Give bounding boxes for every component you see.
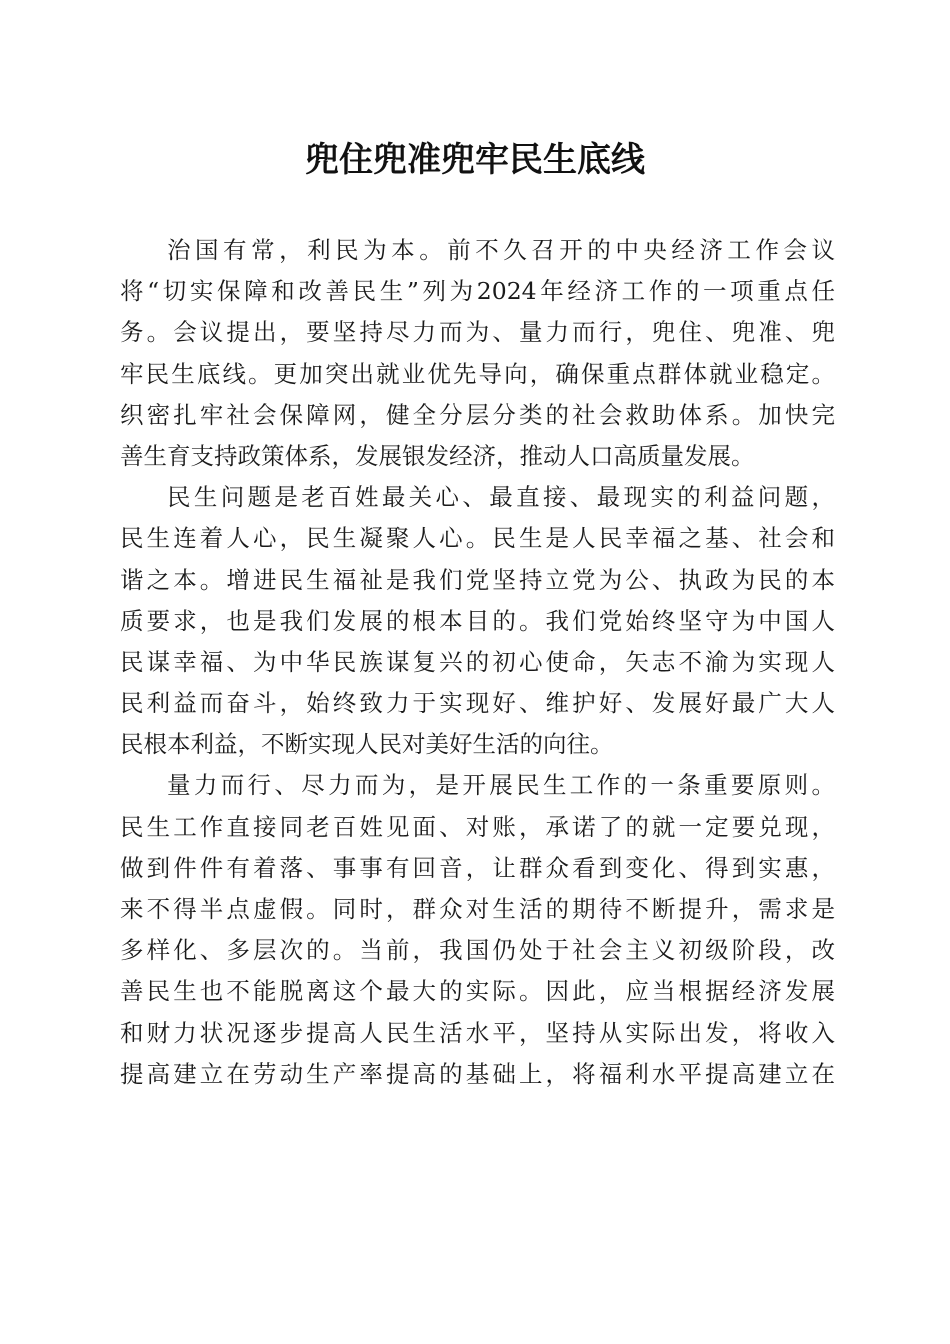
text-line: 量力而行、尽力而为，是开展民生工作的一条重要原则。 xyxy=(167,771,835,800)
text-line: 务。会议提出，要坚持尽力而为、量力而行，兜住、兜准、兜 xyxy=(120,318,835,347)
text-line: 做到件件有着落、事事有回音，让群众看到变化、得到实惠， xyxy=(120,853,835,882)
text-line: 质要求，也是我们发展的根本目的。我们党始终坚守为中国人 xyxy=(120,606,835,635)
document-body xyxy=(120,230,835,1095)
text-line: 和财力状况逐步提高人民生活水平，坚持从实际出发，将收入 xyxy=(120,1018,835,1047)
text-line: 提高建立在劳动生产率提高的基础上，将福利水平提高建立在 xyxy=(120,1059,835,1088)
text-line: 将“切实保障和改善民生”列为2024年经济工作的一项重点任 xyxy=(120,277,835,306)
text-line: 谐之本。增进民生福祉是我们党坚持立党为公、执政为民的本 xyxy=(120,565,835,594)
text-line: 民生问题是老百姓最关心、最直接、最现实的利益问题， xyxy=(167,483,835,512)
paragraph-3 xyxy=(120,765,835,1095)
text-line: 治国有常，利民为本。前不久召开的中央经济工作会议 xyxy=(167,236,835,264)
text-line: 牢民生底线。更加突出就业优先导向，确保重点群体就业稳定。 xyxy=(120,359,835,388)
text-line: 民谋幸福、为中华民族谋复兴的初心使命，矢志不渝为实现人 xyxy=(120,647,835,676)
text-line: 织密扎牢社会保障网，健全分层分类的社会救助体系。加快完 xyxy=(120,400,835,429)
text-line: 民生连着人心，民生凝聚人心。民生是人民幸福之基、社会和 xyxy=(120,524,835,553)
text-line: 民利益而奋斗，始终致力于实现好、维护好、发展好最广大人 xyxy=(120,689,835,718)
page-title: 兜住兜准兜牢民生底线 xyxy=(305,140,645,180)
text-line: 民生工作直接同老百姓见面、对账，承诺了的就一定要兑现， xyxy=(120,812,835,841)
text-line: 民根本利益，不断实现人民对美好生活的向往。 xyxy=(120,730,614,759)
text-line: 善民生也不能脱离这个最大的实际。因此，应当根据经济发展 xyxy=(120,977,835,1006)
text-line: 多样化、多层次的。当前，我国仍处于社会主义初级阶段，改 xyxy=(120,936,835,965)
paragraph-2 xyxy=(120,477,835,765)
text-line: 善生育支持政策体系，发展银发经济，推动人口高质量发展。 xyxy=(120,441,755,470)
paragraph-1 xyxy=(120,230,835,477)
text-line: 来不得半点虚假。同时，群众对生活的期待不断提升，需求是 xyxy=(120,895,835,923)
